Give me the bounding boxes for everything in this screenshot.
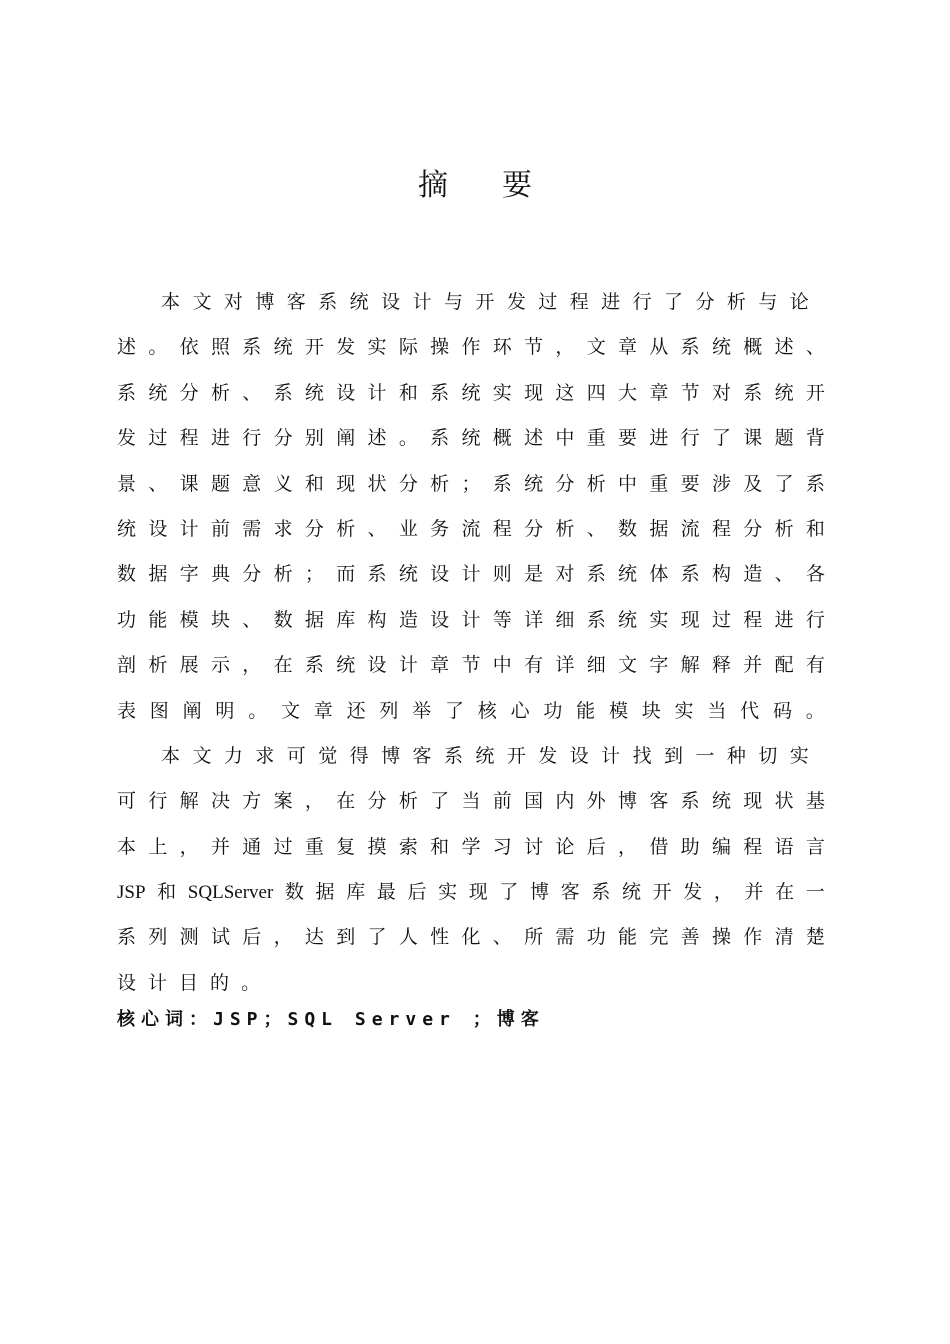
text-line: 系 列 测 试 后 ， 达 到 了 人 性 化 、 所 需 功 能 完 善 操 作 清 楚 bbox=[117, 926, 825, 949]
text-line: 发 过 程 进 行 分 别 阐 述 。 系 统 概 述 中 重 要 进 行 了 课 题 背 bbox=[117, 427, 825, 450]
text-line: 表 图 阐 明 。 文 章 还 列 举 了 核 心 功 能 模 块 实 当 代 码 。 bbox=[117, 699, 825, 722]
page-title: 摘要 bbox=[418, 168, 586, 203]
text-line: 可 行 解 决 方 案 ， 在 分 析 了 当 前 国 内 外 博 客 系 统 现 状 基 bbox=[117, 790, 825, 813]
abstract-paragraph bbox=[117, 280, 825, 734]
text-line: 功 能 模 块 、 数 据 库 构 造 设 计 等 详 细 系 统 实 现 过 程 进 行 bbox=[117, 608, 825, 631]
text-line: 系 统 分 析 、 系 统 设 计 和 系 统 实 现 这 四 大 章 节 对 系 统 开 bbox=[117, 381, 825, 404]
text-line: 本 上 ， 并 通 过 重 复 摸 索 和 学 习 讨 论 后 ， 借 助 编 程 语 言 bbox=[117, 835, 825, 858]
text-line: 本 文 对 博 客 系 统 设 计 与 开 发 过 程 进 行 了 分 析 与 论 bbox=[161, 291, 809, 313]
text-line: 景 、 课 题 意 义 和 现 状 分 析 ； 系 统 分 析 中 重 要 涉 及 了 系 bbox=[117, 472, 825, 495]
abstract-paragraph bbox=[117, 734, 825, 1006]
text-line: 本 文 力 求 可 觉 得 博 客 系 统 开 发 设 计 找 到 一 种 切 实 bbox=[161, 744, 809, 767]
keywords-line: 核心词：JSP；SQL Server ；博客 bbox=[117, 1009, 545, 1030]
text-line: 设 计 目 的 。 bbox=[117, 971, 261, 994]
text-line: 统 设 计 前 需 求 分 析 、 业 务 流 程 分 析 、 数 据 流 程 分 析 和 bbox=[117, 517, 825, 540]
text-line: 剖 析 展 示 ， 在 系 统 设 计 章 节 中 有 详 细 文 字 解 释 并 配 有 bbox=[117, 654, 825, 677]
text-line: 述 。 依 照 系 统 开 发 实 际 操 作 环 节 ， 文 章 从 系 统 概 述 、 bbox=[117, 336, 825, 359]
text-line: JSP 和 SQLServer 数 据 库 最 后 实 现 了 博 客 系 统 开 发 ， 并 在 一 bbox=[117, 881, 825, 904]
abstract-body bbox=[117, 280, 825, 1006]
text-line: 数 据 字 典 分 析 ； 而 系 统 设 计 则 是 对 系 统 体 系 构 造 、 各 bbox=[117, 563, 825, 586]
